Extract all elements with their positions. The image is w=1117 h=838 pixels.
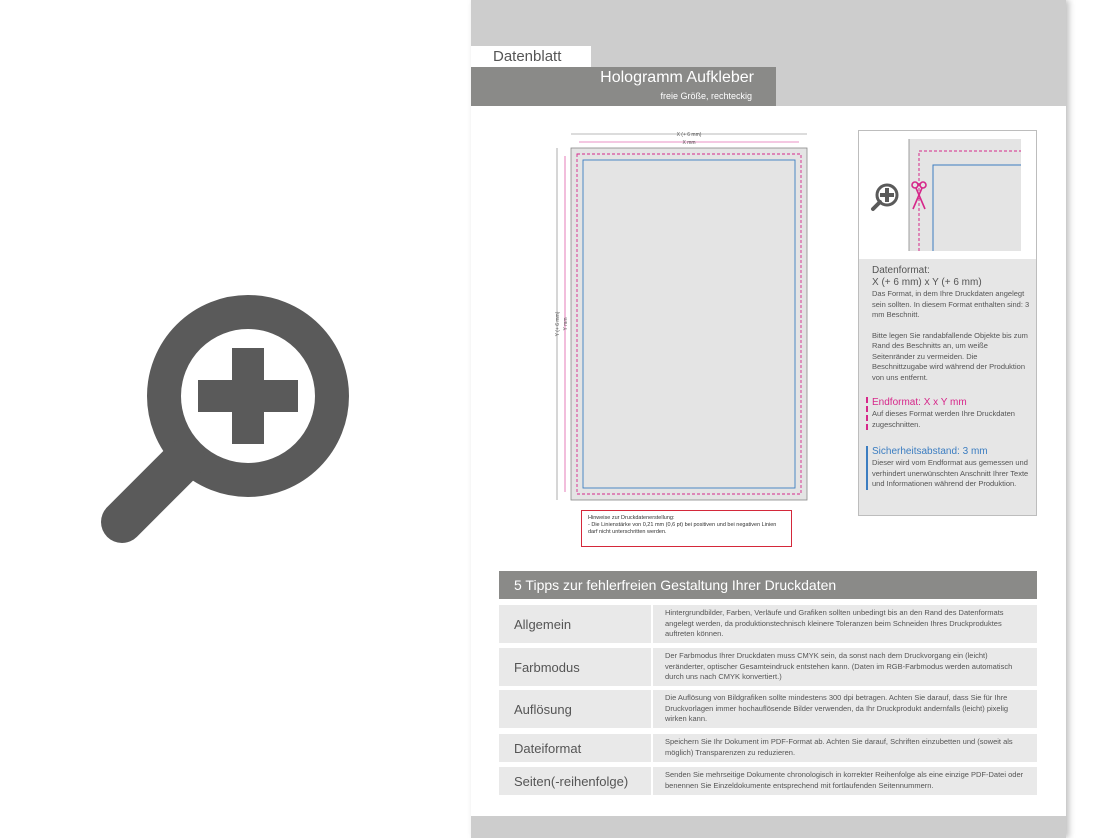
tip-label: Dateiformat: [499, 734, 651, 762]
document-title-bar: [471, 67, 776, 106]
format-legend-panel: [858, 130, 1037, 516]
format-info: [859, 259, 1036, 515]
tips-header: 5 Tipps zur fehlerfreien Gestaltung Ihrer Druckdaten: [499, 571, 1037, 599]
end-format-block: [866, 397, 1030, 430]
datasheet-document: [471, 0, 1066, 838]
note-text: - Die Linienstärke von 0,21 mm (0,6 pt) bei positiven und bei negativen Linien darf nicht unterschritten werden.: [588, 522, 777, 535]
dim-x-outer-label: X (+ 6 mm): [676, 132, 702, 138]
tip-text: Hintergrundbilder, Farben, Verläufe und Grafiken sollten unbedingt bis an den Rand des Datenformats angelegt werden, da produktionstechnisch kleinere Toleranzen beim Schneiden Ihres Druckproduktes auftreten können.: [653, 605, 1037, 643]
tip-row: [499, 690, 1037, 728]
print-note-box: [581, 510, 792, 547]
data-format-area: [571, 148, 807, 500]
tip-text: Senden Sie mehrseitige Dokumente chronologisch in korrekter Reihenfolge als eine einzige PDF-Datei oder benennen Sie Einzeldokumente entsprechend mit fortlaufenden Seitennummern.: [653, 767, 1037, 795]
detail-format-area: [909, 139, 1021, 251]
tip-label: Allgemein: [499, 605, 651, 643]
format-value: X (+ 6 mm) x Y (+ 6 mm): [872, 277, 982, 288]
tip-label: Seiten(-reihenfolge): [499, 767, 651, 795]
dim-y-outer-label: Y (+ 6 mm): [555, 311, 561, 337]
safety-margin-label: Sicherheitsabstand: 3 mm: [872, 446, 988, 457]
document-footer-band: [471, 816, 1066, 838]
dim-x-inner-label: X mm: [682, 140, 696, 146]
tip-row: [499, 605, 1037, 643]
document-label: Datenblatt: [471, 46, 591, 67]
end-format-label: Endformat: X x Y mm: [872, 397, 967, 408]
tip-text: Der Farbmodus Ihrer Druckdaten muss CMYK sein, da sonst nach dem Druckvorgang ein (leicht) veränderter, optischer Gesamteindruck entstehen kann. (Daten im RGB-Farbmodus werden automatisch durch uns nach CMYK konvertiert.): [653, 648, 1037, 686]
tip-label: Farbmodus: [499, 648, 651, 686]
safety-margin-block: [866, 446, 1030, 490]
bleed-text: Bitte legen Sie randabfallende Objekte bis zum Rand des Beschnitts an, um weiße Seitenränder zu vermeiden. Die Beschnittzugabe wird während der Produktion von uns entfernt.: [872, 330, 1028, 382]
tip-label: Auflösung: [499, 690, 651, 728]
document-title: Hologramm Aufkleber: [600, 69, 754, 86]
dim-y-inner-label: Y mm: [563, 317, 569, 331]
tip-row: [499, 734, 1037, 762]
note-title: Hinweise zur Druckdatenerstellung:: [588, 515, 675, 521]
format-diagram: [551, 128, 811, 508]
document-subtitle: freie Größe, rechteckig: [660, 91, 752, 101]
format-label: Datenformat:: [872, 265, 930, 276]
tip-row: [499, 648, 1037, 686]
zoom-in-icon[interactable]: [100, 290, 360, 550]
corner-detail-view: [859, 131, 1036, 259]
tip-text: Speichern Sie Ihr Dokument im PDF-Format ab. Achten Sie darauf, Schriften einzubetten und (soweit als möglich) Transparenzen zu reduzieren.: [653, 734, 1037, 762]
zoom-in-icon: [873, 185, 897, 209]
safety-margin-text: Dieser wird vom Endformat aus gemessen und verhindert unerwünschten Anschnitt Ihrer Texte und Informationen während der Produktion.: [872, 458, 1029, 488]
tip-row: [499, 767, 1037, 795]
format-text: Das Format, in dem Ihre Druckdaten angelegt sein sollten. In diesem Format enthalten sind: 3 mm Beschnitt.: [872, 289, 1030, 319]
end-format-text: Auf dieses Format werden Ihre Druckdaten zugeschnitten.: [872, 409, 1015, 429]
tip-text: Die Auflösung von Bildgrafiken sollte mindestens 300 dpi betragen. Achten Sie darauf, dass Sie für Ihre Druckvorlagen immer hochauflösende Bilder verwenden, da Ihr Druckprodukt andernfalls (leicht) pixelig wirken kann.: [653, 690, 1037, 728]
